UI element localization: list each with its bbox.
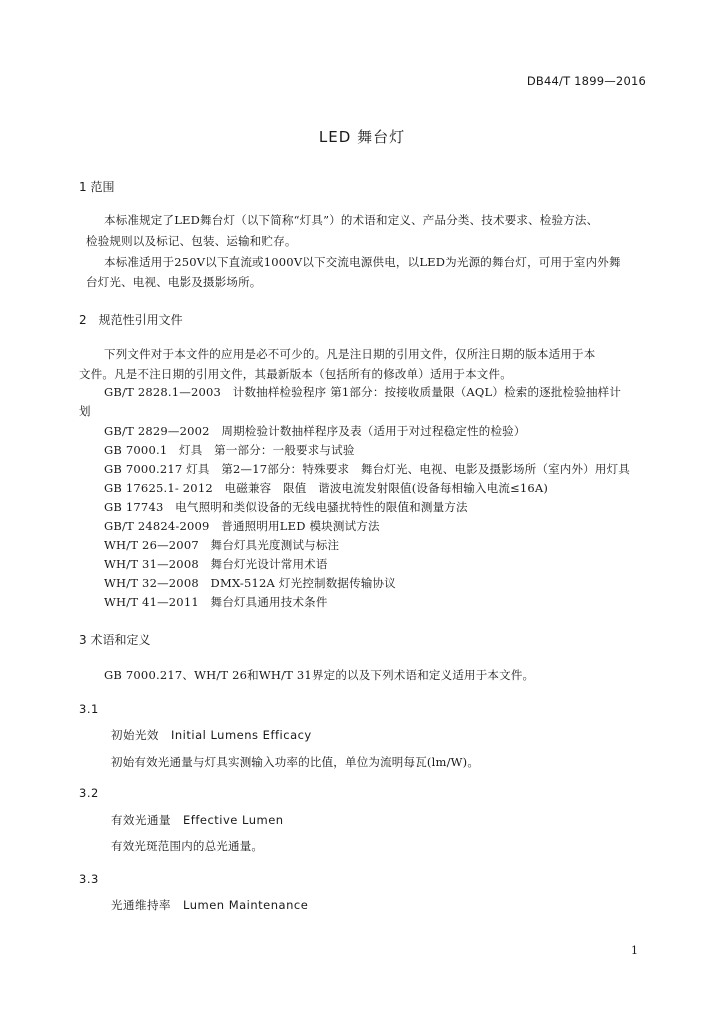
- document-code: DB44/T 1899—2016: [526, 74, 646, 88]
- term-title: 光通维持率 Lumen Maintenance: [111, 898, 309, 912]
- page-number: 1: [631, 944, 638, 957]
- scope-paragraph-line: 台灯光、电视、电影及摄影场所。: [86, 275, 262, 289]
- reference-item: WH/T 26—2007 舞台灯具光度测试与标注: [104, 538, 340, 552]
- term-number: 3.1: [79, 702, 99, 716]
- reference-item: WH/T 32—2008 DMX-512A 灯光控制数据传输协议: [104, 576, 396, 590]
- scope-paragraph-line: 本标准规定了LED舞台灯（以下简称“灯具”）的术语和定义、产品分类、技术要求、检验方法、: [104, 213, 599, 227]
- term-number: 3.2: [79, 786, 99, 800]
- scope-paragraph-line: 检验规则以及标记、包装、运输和贮存。: [86, 234, 297, 248]
- terms-intro: GB 7000.217、WH/T 26和WH/T 31界定的以及下列术语和定义适用于本文件。: [104, 668, 535, 682]
- section-heading-references: 2 规范性引用文件: [79, 313, 183, 327]
- section-heading-scope: 1 范围: [79, 180, 115, 194]
- references-intro-line: 文件。凡是不注日期的引用文件，其最新版本（包括所有的修改单）适用于本文件。: [79, 367, 512, 381]
- reference-item: WH/T 41—2011 舞台灯具通用技术条件: [104, 595, 328, 609]
- term-definition: 初始有效光通量与灯具实测输入功率的比值，单位为流明每瓦(lm/W)。: [111, 755, 480, 769]
- reference-item: WH/T 31—2008 舞台灯光设计常用术语: [104, 557, 328, 571]
- term-number: 3.3: [79, 872, 99, 886]
- reference-item: GB 17743 电气照明和类似设备的无线电骚扰特性的限值和测量方法: [104, 500, 468, 514]
- reference-item: 划: [79, 404, 91, 418]
- reference-item: GB 17625.1- 2012 电磁兼容 限值 谐波电流发射限值(设备每相输入电流≤16A): [104, 481, 549, 495]
- document-title: LED 舞台灯: [318, 128, 406, 146]
- reference-item: GB/T 2828.1—2003 计数抽样检验程序 第1部分：按接收质量限（AQL）检索的逐批检验抽样计: [104, 385, 622, 399]
- references-intro-line: 下列文件对于本文件的应用是必不可少的。凡是注日期的引用文件，仅所注日期的版本适用于本: [104, 347, 596, 361]
- section-heading-terms: 3 术语和定义: [79, 633, 151, 647]
- term-definition: 有效光斑范围内的总光通量。: [111, 839, 264, 853]
- scope-paragraph-line: 本标准适用于250V以下直流或1000V以下交流电源供电，以LED为光源的舞台灯，可用于室内外舞: [104, 255, 621, 269]
- term-title: 初始光效 Initial Lumens Efficacy: [111, 728, 312, 742]
- term-title: 有效光通量 Effective Lumen: [111, 813, 284, 827]
- reference-item: GB 7000.1 灯具 第一部分：一般要求与试验: [104, 443, 355, 457]
- reference-item: GB/T 2829—2002 周期检验计数抽样程序及表（适用于对过程稳定性的检验）: [104, 424, 526, 438]
- reference-item: GB/T 24824-2009 普通照明用LED 模块测试方法: [104, 519, 380, 533]
- reference-item: GB 7000.217 灯具 第2—17部分：特殊要求 舞台灯光、电视、电影及摄影场所（室内外）用灯具: [104, 462, 630, 476]
